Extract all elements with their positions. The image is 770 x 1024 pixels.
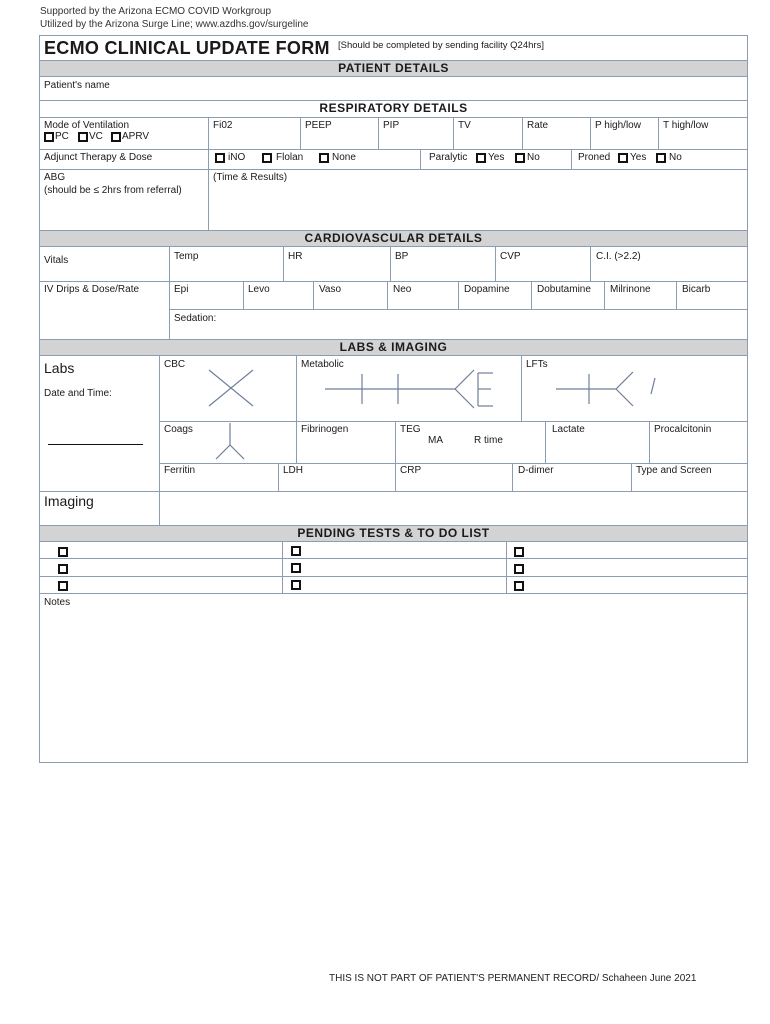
- rule: [649, 421, 650, 463]
- paralytic-label: Paralytic: [429, 152, 468, 163]
- rule: [658, 117, 659, 149]
- footer-disclaimer: THIS IS NOT PART OF PATIENT'S PERMANENT RECORD/ Schaheen June 2021: [329, 973, 697, 984]
- rule: [243, 281, 244, 309]
- rule: [282, 541, 283, 593]
- rule: [159, 463, 747, 464]
- todo-checkbox[interactable]: [58, 564, 68, 574]
- rule: [208, 169, 209, 230]
- rule: [420, 149, 421, 169]
- vc-checkbox[interactable]: [78, 132, 88, 142]
- mode-of-ventilation-label: Mode of Ventilation: [44, 120, 130, 131]
- ferritin-field[interactable]: Ferritin: [164, 465, 196, 476]
- hr-field[interactable]: HR: [288, 251, 303, 262]
- none-checkbox[interactable]: [319, 153, 329, 163]
- peep-field[interactable]: PEEP: [305, 120, 332, 131]
- notes-label: Notes: [44, 597, 71, 608]
- paralytic-yes-label: Yes: [488, 152, 505, 163]
- todo-checkbox[interactable]: [514, 547, 524, 557]
- fio2-field[interactable]: Fi02: [213, 120, 233, 131]
- ecmo-form: [39, 35, 748, 763]
- lactate-field[interactable]: Lactate: [552, 424, 585, 435]
- bp-field[interactable]: BP: [395, 251, 409, 262]
- labs-label: Labs: [44, 360, 75, 376]
- bicarb-field[interactable]: Bicarb: [682, 284, 711, 295]
- rule: [40, 558, 747, 559]
- dopamine-field[interactable]: Dopamine: [464, 284, 510, 295]
- teg-label: TEG: [400, 424, 421, 435]
- pip-field[interactable]: PIP: [383, 120, 400, 131]
- rule: [169, 247, 170, 281]
- milrinone-field[interactable]: Milrinone: [610, 284, 651, 295]
- coags-label: Coags: [164, 424, 193, 435]
- header-supported-by: Supported by the Arizona ECMO COVID Workgroup: [40, 6, 272, 17]
- rule: [40, 593, 747, 594]
- coags-y-diagram[interactable]: [216, 423, 244, 461]
- epi-field[interactable]: Epi: [174, 284, 189, 295]
- rule: [40, 491, 747, 492]
- rule: [40, 117, 747, 118]
- type-and-screen-field[interactable]: Type and Screen: [636, 465, 712, 476]
- todo-checkbox[interactable]: [291, 580, 301, 590]
- flolan-checkbox[interactable]: [262, 153, 272, 163]
- labs-imaging-header: LABS & IMAGING: [40, 339, 747, 356]
- imaging-field[interactable]: [164, 495, 744, 523]
- rule: [590, 247, 591, 281]
- proned-no-checkbox[interactable]: [656, 153, 666, 163]
- imaging-label: Imaging: [44, 493, 94, 509]
- rule: [545, 421, 546, 463]
- cbc-label: CBC: [164, 359, 186, 370]
- form-title: ECMO CLINICAL UPDATE FORM: [44, 38, 330, 58]
- procalcitonin-field[interactable]: Procalcitonin: [654, 424, 712, 435]
- rule: [40, 169, 747, 170]
- rule: [208, 117, 209, 149]
- rule: [453, 117, 454, 149]
- aprv-checkbox[interactable]: [111, 132, 121, 142]
- cardiovascular-details-header: CARDIOVASCULAR DETAILS: [40, 230, 747, 247]
- proned-yes-checkbox[interactable]: [618, 153, 628, 163]
- patients-name-field[interactable]: [120, 77, 740, 95]
- rule: [169, 281, 170, 339]
- abg-results-field[interactable]: (Time & Results): [213, 172, 288, 183]
- rule: [40, 576, 747, 577]
- todo-checkbox[interactable]: [58, 581, 68, 591]
- pending-tests-header: PENDING TESTS & TO DO LIST: [40, 525, 747, 542]
- rule: [571, 149, 572, 169]
- date-time-input-line[interactable]: [48, 444, 143, 445]
- todo-checkbox[interactable]: [514, 581, 524, 591]
- rule: [521, 356, 522, 421]
- todo-checkbox[interactable]: [291, 563, 301, 573]
- dobutamine-field[interactable]: Dobutamine: [537, 284, 591, 295]
- iv-drips-label: IV Drips & Dose/Rate: [44, 284, 140, 295]
- p-high-low-field[interactable]: P high/low: [595, 120, 641, 131]
- rule: [159, 356, 160, 525]
- rule: [395, 421, 396, 463]
- rule: [169, 309, 747, 310]
- todo-checkbox[interactable]: [514, 564, 524, 574]
- temp-field[interactable]: Temp: [174, 251, 199, 262]
- crp-field[interactable]: CRP: [400, 465, 422, 476]
- adjunct-therapy-label: Adjunct Therapy & Dose: [44, 152, 153, 163]
- fibrinogen-field[interactable]: Fibrinogen: [301, 424, 349, 435]
- proned-label: Proned: [578, 152, 611, 163]
- form-subtitle: [Should be completed by sending facility Q24hrs]: [338, 40, 544, 51]
- proned-yes-label: Yes: [630, 152, 647, 163]
- sedation-field[interactable]: Sedation:: [174, 313, 217, 324]
- rule: [512, 463, 513, 491]
- lfts-label: LFTs: [526, 359, 548, 370]
- proned-no-label: No: [669, 152, 682, 163]
- ino-label: iNO: [228, 152, 246, 163]
- rule: [378, 117, 379, 149]
- rule: [283, 247, 284, 281]
- rule: [296, 421, 297, 463]
- ino-checkbox[interactable]: [215, 153, 225, 163]
- rule: [313, 281, 314, 309]
- neo-field[interactable]: Neo: [393, 284, 412, 295]
- none-label: None: [332, 152, 356, 163]
- todo-checkbox[interactable]: [291, 546, 301, 556]
- todo-checkbox[interactable]: [58, 547, 68, 557]
- d-dimer-field[interactable]: D-dimer: [518, 465, 554, 476]
- notes-field[interactable]: [44, 611, 742, 759]
- respiratory-details-header: RESPIRATORY DETAILS: [40, 100, 747, 117]
- rule: [631, 463, 632, 491]
- date-and-time-label: Date and Time:: [44, 388, 112, 399]
- rule: [390, 247, 391, 281]
- rule: [159, 421, 747, 422]
- paralytic-no-checkbox[interactable]: [515, 153, 525, 163]
- levo-field[interactable]: Levo: [248, 284, 270, 295]
- paralytic-no-label: No: [527, 152, 540, 163]
- metabolic-label: Metabolic: [301, 359, 344, 370]
- patients-name-label: Patient's name: [44, 80, 110, 91]
- rule: [40, 149, 747, 150]
- rule: [458, 281, 459, 309]
- metabolic-fishbone-diagram[interactable]: [325, 370, 510, 410]
- aprv-label: APRV: [122, 131, 150, 142]
- t-high-low-field[interactable]: T high/low: [663, 120, 709, 131]
- header-utilized-by: Utilized by the Arizona Surge Line; www.azdhs.gov/surgeline: [40, 19, 309, 30]
- patient-details-header: PATIENT DETAILS: [40, 60, 747, 77]
- cvp-field[interactable]: CVP: [500, 251, 521, 262]
- ci-field[interactable]: C.I. (>2.2): [596, 251, 641, 262]
- teg-ma-field[interactable]: MA: [428, 435, 443, 446]
- rule: [387, 281, 388, 309]
- rule: [495, 247, 496, 281]
- rule: [522, 117, 523, 149]
- rule: [296, 356, 297, 421]
- rate-field[interactable]: Rate: [527, 120, 549, 131]
- abg-label: ABG: [44, 172, 66, 183]
- lfts-fishbone-diagram[interactable]: [556, 370, 666, 408]
- rule: [590, 117, 591, 149]
- flolan-label: Flolan: [276, 152, 304, 163]
- tv-field[interactable]: TV: [458, 120, 471, 131]
- pc-checkbox[interactable]: [44, 132, 54, 142]
- rule: [40, 281, 747, 282]
- teg-r-time-field[interactable]: R time: [474, 435, 503, 446]
- vitals-label: Vitals: [44, 255, 69, 266]
- rule: [531, 281, 532, 309]
- rule: [278, 463, 279, 491]
- rule: [208, 149, 209, 169]
- rule: [604, 281, 605, 309]
- rule: [676, 281, 677, 309]
- paralytic-yes-checkbox[interactable]: [476, 153, 486, 163]
- rule: [300, 117, 301, 149]
- vaso-field[interactable]: Vaso: [319, 284, 342, 295]
- rule: [395, 463, 396, 491]
- ldh-field[interactable]: LDH: [283, 465, 304, 476]
- abg-note: (should be ≤ 2hrs from referral): [44, 185, 182, 196]
- pc-label: PC: [55, 131, 69, 142]
- cbc-fishbone-diagram[interactable]: [209, 370, 253, 408]
- vc-label: VC: [89, 131, 103, 142]
- rule: [506, 541, 507, 593]
